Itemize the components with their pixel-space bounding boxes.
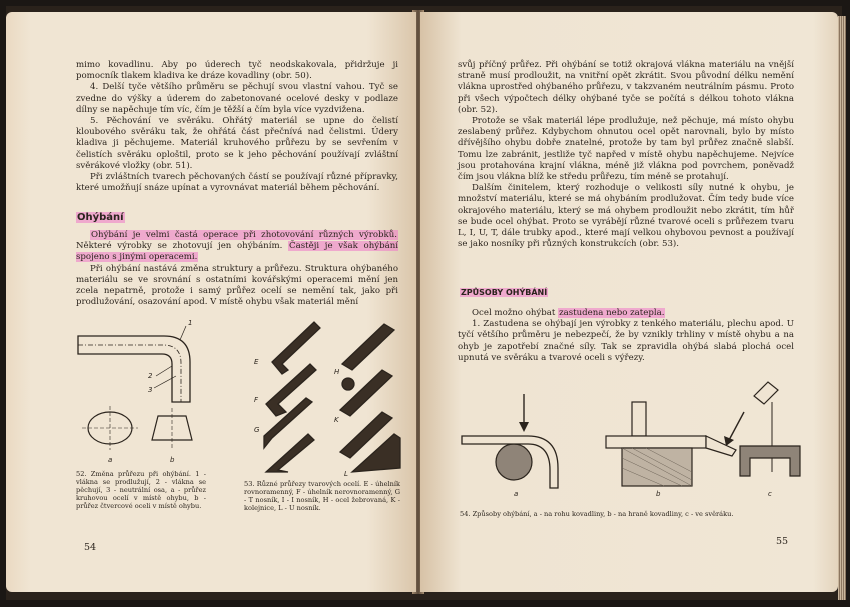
highlight-zastudena: zastudena nebo zatepla.	[559, 308, 665, 318]
fig53-label-l: L	[344, 470, 348, 477]
caption-figure-52: 52. Změna průřezu při ohýbání. 1 - vlákna se prodlužují, 2 - vlákna se pěchují, 3 - neutrální osa, a - průřez kruhovou ocelí v místě ohybu, b - průřez čtvercové oceli v místě ohybu.	[76, 470, 206, 510]
fig53-label-e: E	[254, 358, 259, 366]
section-heading-text: Ohýbání	[77, 212, 124, 223]
page-number-left: 54	[84, 542, 97, 553]
fig53-label-k: K	[334, 416, 339, 424]
fig52-label-1: 1	[188, 319, 193, 327]
fig54-label-a: a	[514, 490, 519, 498]
left-section-text	[76, 230, 398, 308]
section-heading-ohybani	[76, 212, 125, 223]
right-section-paragraph-1	[458, 308, 794, 319]
page-edges	[838, 16, 846, 600]
left-paragraph-1: mimo kovadlinu. Aby po úderech tyč neodskakovala, přidržuje ji pomocník tlakem kladiva ke dráze kovadliny (obr. 50).	[76, 60, 398, 82]
highlight-a: Ohýbání je velmi častá operace při zhotovování různých výrobků.	[91, 230, 397, 240]
fig52-label-3: 3	[148, 386, 153, 394]
page-number-right: 55	[776, 536, 789, 547]
book-spread	[6, 6, 842, 600]
right-paragraph-3: Dalším činitelem, který rozhoduje o velikosti síly nutné k ohybu, je množství materiálu, které se má ohybáním prodlužovat. Čím tedy bude více okrajového materiálu, který se má ohybem prodloužit nebo zkrátit, tím hůř se bude ocel ohýbat. Proto se vyrábějí různé tvarové oceli s průřezem tvaru L, I, U, T, dále trubky apod., které mají velkou ohybovou pevnost a používají se jako nosníky při různých konstrukcích (obr. 53).	[458, 183, 794, 250]
fig53-label-h: H	[334, 368, 340, 376]
fig52-label-a: a	[108, 456, 113, 464]
left-section-paragraph-1	[76, 230, 398, 264]
right-paragraph-2: Protože se však materiál lépe prodlužuje, než pěchuje, má místo ohybu zeslabený průřez. Kdybychom ohnutou ocel opět narovnali, bylo by místo dřívějšího ohybu dobře znatelné, protože by tam byl průřez značně slabší. Tomu lze zabránit, jestliže tyč napřed v místě ohybu napěchujeme. Nejvíce jsou protahována krajní vlákna, méně již vlákna pod povrchem, poněvadž čím jsou vlákna blíž ke středu průřezu, tím méně se protahují.	[458, 116, 794, 183]
left-text-block	[76, 60, 398, 194]
fig52-label-2: 2	[148, 372, 153, 380]
plain-middle: Některé výrobky se zhotovují jen ohýbáním.	[76, 241, 289, 252]
section-heading-zpusoby	[460, 288, 548, 297]
right-section-text	[458, 308, 794, 364]
figure-53-steel-profiles	[244, 312, 414, 477]
figure-52-bending-diagram	[68, 316, 218, 466]
fig54-label-b: b	[656, 490, 661, 498]
left-paragraph-3: 5. Pěchování ve svěráku. Ohřátý materiál se upne do čelistí kloubového svěráku tak, že ohřátá část přečnívá nad čelistmi. Údery kladiva ji pěchujeme. Materiál kruhového průřezu by se sevřením v čelistích svěráku oploštil, proto se k jeho pěchování používají zvláštní svěrákové vložky (obr. 51).	[76, 116, 398, 171]
fig53-label-g: G	[254, 426, 260, 434]
left-page	[6, 12, 416, 592]
right-text-block	[458, 60, 794, 250]
right-page	[420, 12, 838, 592]
right-paragraph-1: svůj příčný průřez. Při ohýbání se totiž okrajová vlákna materiálu na vnější straně musí prodloužit, na vnitřní opět zkrátit. Svou původní délku nemění vlákna uprostřed ohýbaného průřezu, v takzvaném neutrálním pásmu. Proto při všech výpočtech délky ohýbané tyče se počítá s délkou tohoto vlákna (obr. 52).	[458, 60, 794, 115]
plain-start: Ocel možno ohýbat	[472, 308, 559, 318]
fig54-label-c: c	[768, 490, 772, 498]
left-section-paragraph-2: Při ohýbání nastává změna struktury a průřezu. Struktura ohýbaného materiálu se ve srovnání s ostatními kovářskými operacemi mění jen zcela nepatrně, protože i samý průřez ocelí se nemění tak, jako při prodlužování, osazování apod. V místě ohybu však materiál mění	[76, 263, 398, 308]
fig53-label-f: F	[254, 396, 259, 404]
figure-54-bending-methods	[456, 372, 816, 502]
fig52-label-b: b	[170, 456, 175, 464]
highlight-b: Častěji je však ohýbání spojeno s jinými operacemi.	[76, 241, 398, 263]
left-paragraph-2: 4. Delší tyče většího průměru se pěchují svou vlastní vahou. Tyč se zvedne do výšky a úderem do zabetonované ocelové desky v podlaze dílny se napěchuje tím víc, čím je těžší a čím byla více vyzdvižena.	[76, 82, 398, 115]
section-heading-zpusoby-text: ZPŮSOBY OHÝBÁNÍ	[461, 288, 548, 297]
caption-figure-54: 54. Způsoby ohýbání, a - na rohu kovadliny, b - na hraně kovadliny, c - ve svěráku.	[460, 510, 734, 518]
caption-figure-53: 53. Různé průřezy tvarových ocelí. E - úhelník rovnoramenný, F - úhelník nerovnoramenný, G - T nosník, I - I nosník, H - ocel žebrovaná, K - kolejnice, L - U nosník.	[244, 480, 400, 512]
left-paragraph-4: Při zvláštních tvarech pěchovaných částí se používají různé přípravky, které umožňují snáze upínat a vyrovnávat materiál během pěchování.	[76, 172, 398, 194]
right-section-paragraph-2: 1. Zastudena se ohýbají jen výrobky z tenkého materiálu, plechu apod. U tyčí většího průměru je nebezpečí, že by vznikly trhliny v místě ohybu a na ohyb je zapotřebí značné síly. Tak se zpravidla ohýbá slabá plochá ocel upnutá ve svěráku a tvarové oceli s výřezy.	[458, 319, 794, 363]
